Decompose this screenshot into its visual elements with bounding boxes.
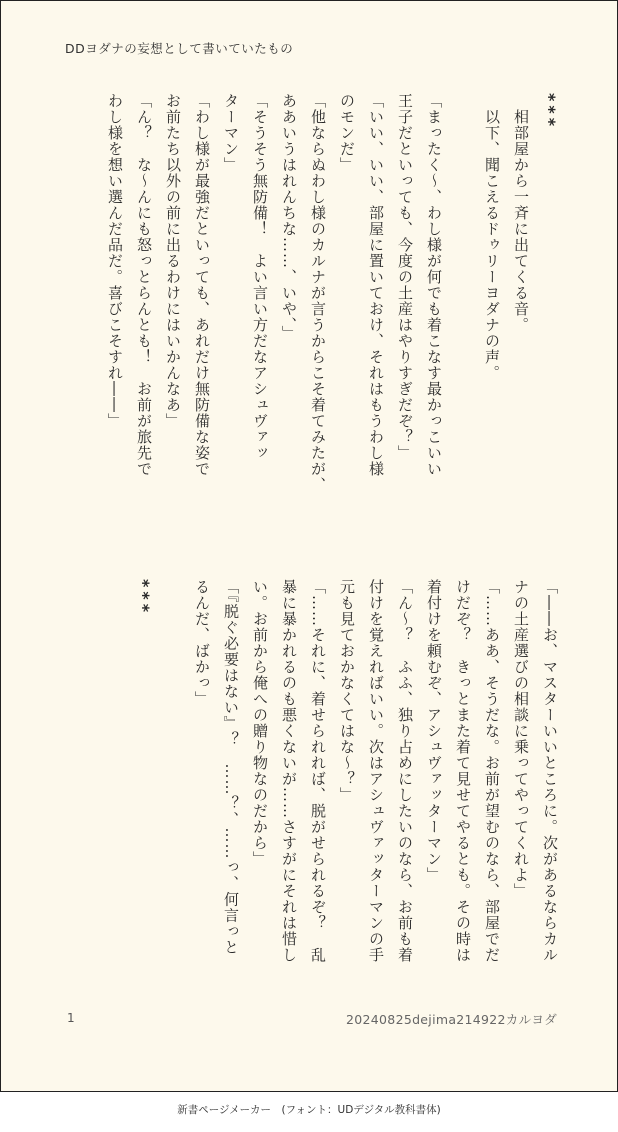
text-line: 「他ならぬわし様のカルナが言うからこそ着てみたが、 (309, 93, 327, 493)
text-line: *** (134, 579, 153, 617)
text-line: ターマン」 (222, 93, 240, 173)
text-line: 以下、聞こえるドゥリーヨダナの声。 (483, 93, 501, 381)
upper-text-block (100, 93, 564, 523)
page-number: 1 (67, 1011, 75, 1025)
text-line: 着付けを頼むぞ、アシュヴァッターマン」 (425, 579, 443, 883)
text-line: 「まったく〜、わし様が何でも着こなす最かっこいい (425, 93, 443, 477)
text-line (158, 579, 187, 1009)
caption: 新書ページメーカー (フォント：UDデジタル教科書体) (177, 1104, 441, 1116)
page-title: DDヨダナの妄想として書いていたもの (65, 41, 294, 56)
text-line: 相部屋から一斉に出てくる音。 (512, 93, 530, 333)
text-line: 「そうそう無防備！ よい言い方だなアシュヴァッ (251, 93, 269, 461)
text-line: 「ん？ な〜んにも怒っとらんとも！ お前が旅先で (135, 93, 153, 477)
text-line: *** (540, 93, 559, 131)
text-line: 暴に暴かれるのも悪くないが……さすがにそれは惜し (280, 579, 298, 963)
text-line: 付けを覚えればいい。次はアシュヴァッターマンの手 (367, 579, 385, 963)
text-line: 「……それに、着せられれば、脱がせられるぞ？ 乱 (309, 579, 327, 963)
text-line: ナの土産選びの相談に乗ってやってくれよ」 (512, 579, 530, 899)
text-line (448, 93, 477, 523)
text-line: 「いい、いい、部屋に置いておけ、それはもうわし様 (367, 93, 385, 477)
text-line: 「――お、マスターいいところに。次があるならカル (541, 579, 559, 963)
text-line: のモンだ」 (338, 93, 356, 173)
text-line: わし様を想い選んだ品だ。喜びこそすれ――」 (106, 93, 124, 429)
text-line: 王子だといっても、今度の土産はやりすぎだぞ？」 (396, 93, 414, 461)
text-line: けだぞ？ きっとまた着て見せてやるとも。その時は (454, 579, 472, 963)
text-line: い。お前から俺への贈り物なのだから」 (251, 579, 269, 867)
text-line: ああいうはれんちな……、いや、」 (280, 93, 298, 342)
text-line: 「『脱ぐ必要はない』？ ……？、……っ、何言っと (222, 579, 240, 956)
text-line: 「ん〜？ ふふ、独り占めにしたいのなら、お前も着 (396, 579, 414, 963)
footer-code: 20240825dejima214922カルヨダ (346, 1012, 557, 1027)
lower-text-block (129, 579, 564, 1009)
text-line: お前たち以外の前に出るわけにはいかんなあ」 (164, 93, 182, 429)
text-line: 「わし様が最強だといっても、あれだけ無防備な姿で (193, 93, 211, 477)
text-line: 元も見ておかなくてはな〜？」 (338, 579, 356, 803)
text-line: 「……ああ、そうだな。お前が望むのなら、部屋でだ (483, 579, 501, 963)
text-line: るんだ、ばかっ」 (193, 579, 211, 707)
